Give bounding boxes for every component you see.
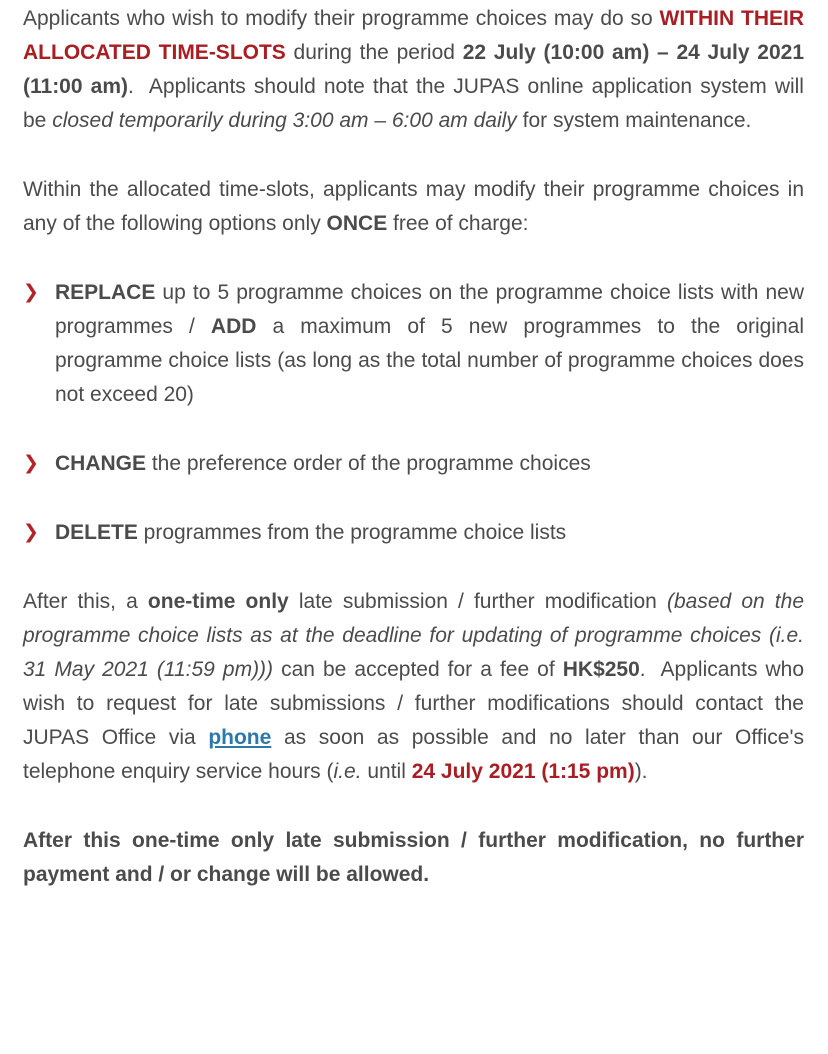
text-run: until: [361, 760, 412, 783]
text-run: REPLACE: [55, 281, 156, 304]
text-run: HK$250: [562, 658, 640, 681]
text-run: 24 July 2021 (1:15 pm): [411, 760, 635, 783]
list-item-text: [55, 281, 804, 406]
text-run: the preference order of the programme choices: [146, 452, 591, 475]
text-run: ONCE: [326, 212, 388, 235]
list-item-change: [23, 447, 804, 481]
text-run: . Applicants should note that the JUPAS online application system will be: [23, 75, 804, 132]
text-run: as soon as possible and no later than our Office's telephone enquiry service hours (: [23, 726, 804, 783]
text-run: for system maintenance.: [516, 109, 752, 132]
text-run: during the period: [285, 41, 463, 64]
phone-link[interactable]: phone: [208, 726, 272, 749]
text-run: programmes from the programme choice lists: [137, 521, 567, 544]
text-run: Applicants who wish to modify their programme choices may do so: [23, 7, 660, 30]
text-run: free of charge:: [387, 212, 529, 235]
text-run: DELETE: [55, 521, 138, 544]
text-run: ADD: [210, 315, 257, 338]
bullet-chevron-icon: ❯: [23, 282, 39, 303]
options-list: [23, 276, 804, 550]
text-run: CHANGE: [55, 452, 147, 475]
paragraph-intro: [23, 2, 804, 138]
text-run: . Applicants who wish to request for late submissions / further modifications should contact the JUPAS Office via: [23, 658, 805, 749]
text-run: WITHIN THEIR ALLOCATED TIME-SLOTS: [23, 7, 804, 64]
paragraph-final-warning: [23, 824, 804, 892]
list-item-text: [55, 452, 591, 475]
list-item-text: [55, 521, 566, 544]
list-item-replace: [23, 276, 804, 412]
text-run: a maximum of 5 new programmes to the original programme choice lists (as long as the total number of programme choices does not exceed 20): [55, 315, 804, 406]
text-run: closed temporarily during 3:00 am – 6:00 am daily: [52, 109, 517, 132]
text-run: one-time only: [147, 590, 289, 613]
text-run: can be accepted for a fee of: [273, 658, 563, 681]
text-run: ).: [634, 760, 648, 783]
text-run: i.e.: [333, 760, 362, 783]
list-item-delete: [23, 516, 804, 550]
paragraph-late-submission: [23, 585, 804, 789]
text-run: up to 5 programme choices on the programme choice lists with new programmes /: [55, 281, 804, 338]
text-run: 22 July (10:00 am) – 24 July 2021 (11:00 am): [23, 41, 805, 98]
text-run: (based on the programme choice lists as at the deadline for updating of programme choices (i.e. 31 May 2021 (11:59 pm))): [23, 590, 804, 681]
text-run: Within the allocated time-slots, applicants may modify their programme choices in any of the following options only: [23, 178, 804, 235]
text-run: After this one-time only late submission / further modification, no further payment and / or change will be allowed.: [23, 829, 804, 886]
bullet-chevron-icon: ❯: [23, 522, 39, 543]
text-run: After this, a: [23, 590, 148, 613]
paragraph-options-lead: [23, 173, 804, 241]
bullet-chevron-icon: ❯: [23, 453, 39, 474]
text-run: late submission / further modification: [288, 590, 667, 613]
